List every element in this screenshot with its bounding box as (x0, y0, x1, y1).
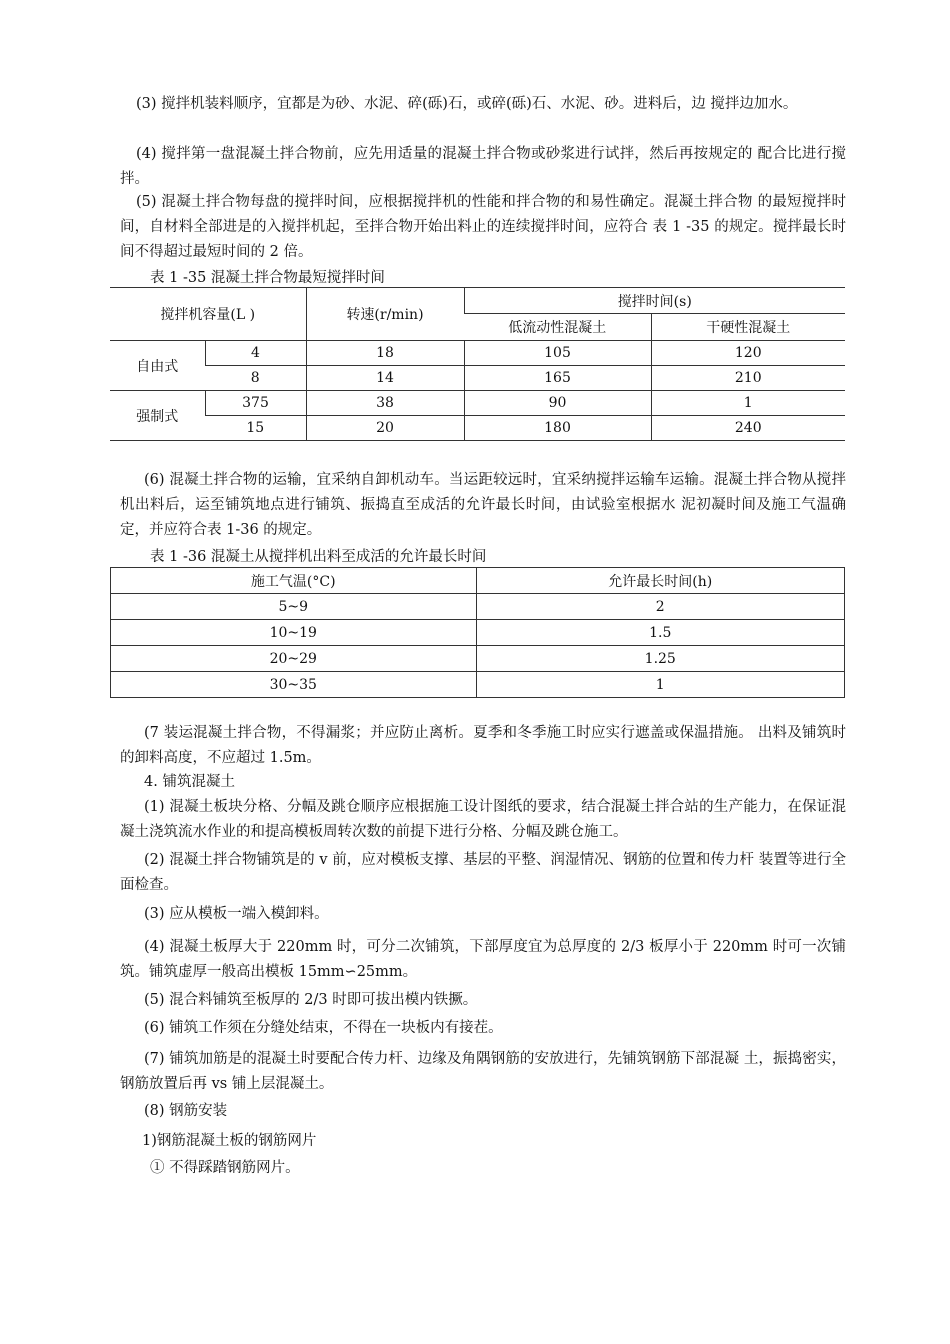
item-8: (8) 钢筋安装 (144, 1103, 228, 1119)
cell-allowed-time: 1.5 (476, 620, 845, 646)
cell-temperature: 10~19 (111, 620, 477, 646)
paragraph-4: (4) 搅拌第一盘混凝土拌合物前，应先用适量的混凝土拌合物或砂浆进行试拌，然后再按规定的 配合比进行搅拌。 (120, 146, 846, 187)
subitem-1: 1)钢筋混凝土板的钢筋网片 (142, 1133, 317, 1149)
cell-allowed-time: 1.25 (476, 646, 845, 672)
cell-low-flow: 90 (464, 391, 651, 416)
item-6: (6) 铺筑工作须在分缝处结束，不得在一块板内有接茬。 (144, 1020, 503, 1036)
item-5: (5) 混合料铺筑至板厚的 2/3 时即可拔出模内铁撅。 (144, 992, 478, 1008)
paragraph-5: (5) 混凝土拌合物每盘的搅拌时间，应根据搅拌机的性能和拌合物的和易性确定。混凝土拌合物 的最短搅拌时间，自材料全部进是的入搅拌机起，至拌合物开始出料止的连续搅拌时间，应符合 表 1 -35 的规定。搅拌最长时间不得超过最短时间的 2 倍。 (120, 194, 846, 260)
item-4: (4) 混凝土板厚大于 220mm 时，可分二次铺筑，下部厚度宜为总厚度的 2/3 板厚小于 220mm 时可一次铺筑。铺筑虚厚一般高出模板 15mm∽25mm。 (120, 939, 846, 980)
group-forced: 强制式 (110, 391, 205, 441)
paragraph-6: (6) 混凝土拌合物的运输，宜采纳自卸机动车。当运距较远时，宜采纳搅拌运输车运输。混凝土拌合物从搅拌机出料后，运至铺筑地点进行铺筑、振捣直至成活的允许最长时间，由试验室根据水 泥初凝时间及施工气温确定，并应符合表 1-36 的规定。 (120, 472, 846, 538)
cell-temperature: 5~9 (111, 594, 477, 620)
item-7: (7) 铺筑加筋是的混凝土时要配合传力杆、边缘及角隅钢筋的安放进行，先铺筑钢筋下部混凝 土，振捣密实，钢筋放置后再 vs 铺上层混凝土。 (120, 1051, 846, 1092)
header-speed: 转速(r/min) (306, 288, 464, 341)
cell-capacity: 8 (205, 366, 306, 391)
cell-dry-hard: 240 (651, 416, 845, 441)
header-capacity: 搅拌机容量(L ) (110, 288, 306, 341)
cell-speed: 20 (306, 416, 464, 441)
cell-dry-hard: 120 (651, 341, 845, 366)
cell-capacity: 4 (205, 341, 306, 366)
subitem-1-point-1: ① 不得踩踏钢筋网片。 (150, 1160, 300, 1176)
item-2: (2) 混凝土拌合物铺筑是的 v 前，应对模板支撑、基层的平整、润湿情况、钢筋的位置和传力杆 装置等进行全面检查。 (120, 852, 846, 893)
item-3: (3) 应从模板一端入模卸料。 (144, 906, 329, 922)
header-temperature: 施工气温(°C) (111, 568, 477, 594)
paragraph-7: (7 装运混凝土拌合物，不得漏浆；并应防止离析。夏季和冬季施工时应实行遮盖或保温措施。 出料及铺筑时的卸料高度，不应超过 1.5m。 (120, 725, 846, 766)
table-35-caption: 表 1 -35 混凝土拌合物最短搅拌时间 (150, 270, 385, 286)
header-mixing-time: 搅拌时间(s) (464, 288, 845, 314)
cell-speed: 14 (306, 366, 464, 391)
header-allowed-time: 允许最长时间(h) (476, 568, 845, 594)
cell-speed: 38 (306, 391, 464, 416)
header-low-flow-concrete: 低流动性混凝土 (464, 314, 651, 341)
section-4-heading: 4. 铺筑混凝土 (144, 774, 235, 790)
item-1: (1) 混凝土板块分格、分幅及跳仓顺序应根据施工设计图纸的要求，结合混凝土拌合站的生产能力，在保证混凝土浇筑流水作业的和提高模板周转次数的前提下进行分格、分幅及跳仓施工。 (120, 799, 846, 840)
cell-low-flow: 180 (464, 416, 651, 441)
group-free-fall: 自由式 (110, 341, 205, 391)
cell-temperature: 30~35 (111, 672, 477, 698)
cell-dry-hard: 1 (651, 391, 845, 416)
cell-capacity: 375 (205, 391, 306, 416)
paragraph-3: (3) 搅拌机装料顺序，宜都是为砂、水泥、碎(砾)石，或碎(砾)石、水泥、砂。进料后，边 搅拌边加水。 (136, 96, 798, 112)
cell-capacity: 15 (205, 416, 306, 441)
cell-low-flow: 165 (464, 366, 651, 391)
table-36-caption: 表 1 -36 混凝土从搅拌机出料至成活的允许最长时间 (150, 549, 487, 565)
cell-low-flow: 105 (464, 341, 651, 366)
cell-allowed-time: 1 (476, 672, 845, 698)
cell-allowed-time: 2 (476, 594, 845, 620)
table-36-allowed-time (110, 567, 845, 698)
cell-dry-hard: 210 (651, 366, 845, 391)
cell-temperature: 20~29 (111, 646, 477, 672)
header-dry-hard-concrete: 干硬性混凝土 (651, 314, 845, 341)
cell-speed: 18 (306, 341, 464, 366)
table-35-mixing-time (110, 287, 845, 441)
